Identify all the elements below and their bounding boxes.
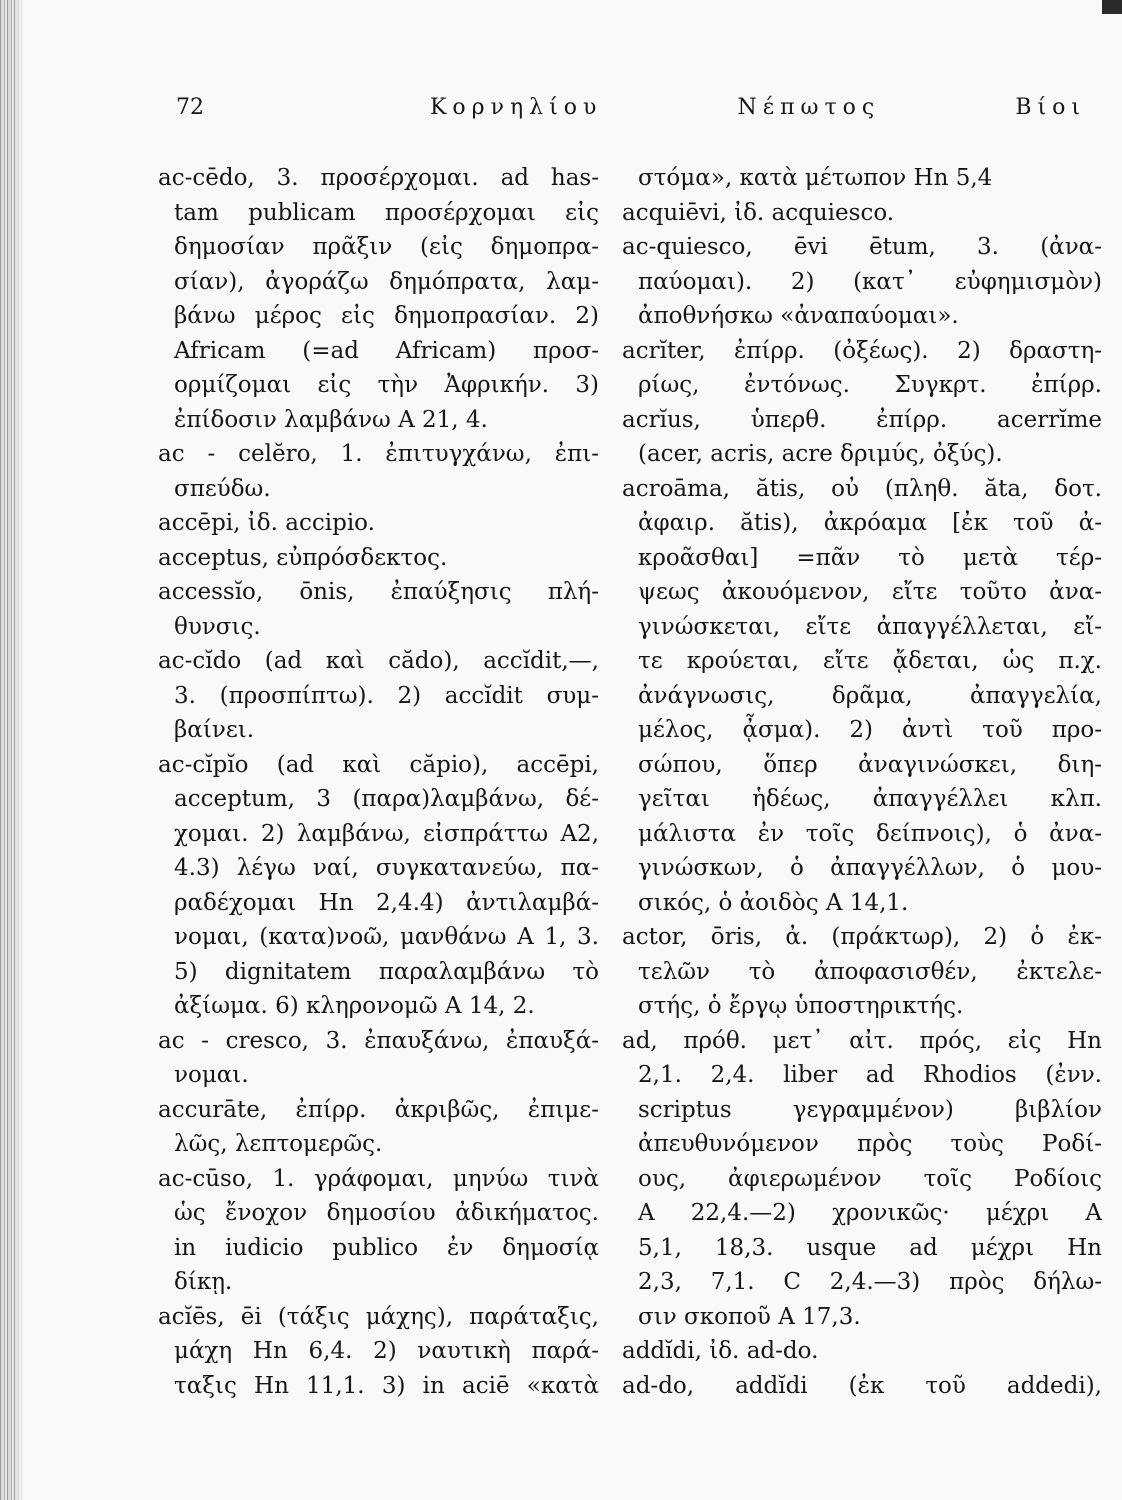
dictionary-line: σώπου, ὅπερ ἀναγινώσκει, διη- <box>638 751 1102 778</box>
dictionary-line: ac-cūso, 1. γράφομαι, μηνύω τινὰ <box>158 1165 599 1192</box>
page-edge-shadow <box>0 0 24 1500</box>
dictionary-line: ac-cēdo, 3. προσέρχομαι. ad has- <box>158 165 599 191</box>
dictionary-line: ἀφαιρ. ătis), ἀκρόαμα [ἐκ τοῦ ἀ- <box>638 510 1102 536</box>
dictionary-line: στής, ὁ ἔργῳ ὑποστηρικτής. <box>638 993 964 1019</box>
dictionary-line: (acer, acris, acre δριμύς, ὀξύς). <box>638 441 1003 467</box>
dictionary-line: λῶς, λεπτομερῶς. <box>174 1131 383 1157</box>
dictionary-line: ac-cĭpĭo (ad καὶ căpio), accēpi, <box>158 751 599 778</box>
dictionary-line: scriptus γεγραμμένον) βιβλίον <box>638 1096 1102 1123</box>
dictionary-line: ρίως, ἐντόνως. Συγκρτ. ἐπίρρ. <box>638 372 1102 398</box>
dictionary-line: tam publicam προσέρχομαι εἰς <box>174 199 599 226</box>
dictionary-line: ὡς ἔνοχον δημοσίου ἀδικήματος. <box>174 1200 599 1226</box>
dictionary-line: acroāma, ătis, οὐ (πληθ. ăta, δοτ. <box>622 475 1102 502</box>
dictionary-line: in iudicio publico ἐν δημοσίᾳ <box>174 1234 599 1261</box>
dictionary-line: acrĭus, ὑπερθ. ἐπίρρ. acerrĭme <box>622 406 1102 433</box>
dictionary-line: θυνσις. <box>174 613 261 640</box>
dictionary-line: σίαν), ἀγοράζω δημόπρατα, λαμ- <box>174 268 599 295</box>
dictionary-line: ad-do, addĭdi (ἐκ τοῦ addedi), <box>622 1372 1102 1399</box>
dictionary-line: γινώσκεται, εἴτε ἀπαγγέλλεται, εἴ- <box>638 613 1102 640</box>
dictionary-line: ταξις Hn 11,1. 3) in aciē «κατὰ <box>174 1372 599 1399</box>
dictionary-line: ac - celĕro, 1. ἐπιτυγχάνω, ἐπι- <box>158 441 599 467</box>
dictionary-line: ἐπίδοσιν λαμβάνω A 21, 4. <box>174 406 488 433</box>
dictionary-line: acrĭter, ἐπίρρ. (ὀξέως). 2) δραστη- <box>622 337 1102 364</box>
dictionary-line: γεῖται ἡδέως, ἀπαγγέλλει κλπ. <box>638 786 1102 812</box>
dictionary-line: addĭdi, ἰδ. ad-do. <box>622 1338 819 1364</box>
dictionary-line: acceptum, 3 (παρα)λαμβάνω, δέ- <box>174 786 599 812</box>
dictionary-line: ad, πρόθ. μετ᾽ αἰτ. πρός, εἰς Hn <box>622 1027 1102 1054</box>
dictionary-line: τε κρούεται, εἴτε ᾄδεται, ὡς π.χ. <box>638 648 1102 674</box>
dictionary-line: δημοσίαν πρᾶξιν (εἰς δημοπρα- <box>174 234 599 260</box>
scan-corner-mark <box>1102 0 1122 14</box>
dictionary-line: ἀξίωμα. 6) κληρονομῶ A 14, 2. <box>174 993 535 1019</box>
dictionary-line: ους, ἀφιερωμένον τοῖς Ροδίοις <box>638 1165 1102 1192</box>
dictionary-line: μέλος, ᾆσμα). 2) ἀντὶ τοῦ προ- <box>638 717 1102 743</box>
dictionary-line: ac - cresco, 3. ἐπαυξάνω, ἐπαυξά- <box>158 1027 599 1054</box>
dictionary-line: ἀπευθυνόμενον πρὸς τοὺς Ροδί- <box>638 1131 1102 1157</box>
page-number: 72 <box>176 95 204 120</box>
dictionary-line: στόμα», κατὰ μέτωπον Hn 5,4 <box>638 165 993 191</box>
dictionary-line: Africam (=ad Africam) προσ- <box>174 337 599 364</box>
dictionary-line: κροᾶσθαι] =πᾶν τὸ μετὰ τέρ- <box>638 544 1102 571</box>
dictionary-line: 3. (προσπίπτω). 2) accĭdit συμ- <box>174 682 599 709</box>
left-column <box>158 161 599 1403</box>
dictionary-line: μάχη Hn 6,4. 2) ναυτικὴ παρά- <box>174 1338 599 1364</box>
dictionary-line: 2,3, 7,1. C 2,4.—3) πρὸς δήλω- <box>638 1269 1102 1295</box>
dictionary-line: 5,1, 18,3. usque ad μέχρι Hn <box>638 1234 1102 1261</box>
dictionary-line: γινώσκων, ὁ ἀπαγγέλλων, ὁ μου- <box>638 855 1102 881</box>
dictionary-line: βάνω μέρος εἰς δημοπρασίαν. 2) <box>174 303 599 329</box>
dictionary-line: acceptus, εὐπρόσδεκτος. <box>158 544 448 571</box>
dictionary-line: ac-quiesco, ēvi ētum, 3. (ἀνα- <box>622 234 1102 260</box>
dictionary-line: δίκῃ. <box>174 1269 233 1295</box>
dictionary-line: accēpi, ἰδ. accipio. <box>158 510 375 536</box>
dictionary-line: ἀποθνήσκω «ἀναπαύομαι». <box>638 303 959 329</box>
dictionary-line: χομαι. 2) λαμβάνω, εἰσπράττω A2, <box>174 820 599 847</box>
dictionary-line: 2,1. 2,4. liber ad Rhodios (ἐνν. <box>638 1062 1102 1088</box>
dictionary-line: νομαι. <box>174 1062 249 1088</box>
dictionary-line: βαίνει. <box>174 717 255 743</box>
dictionary-line: accessĭo, ōnis, ἐπαύξησις πλή- <box>158 579 599 605</box>
dictionary-line: ορμίζομαι εἰς τὴν Ἀφρικήν. 3) <box>174 372 599 398</box>
dictionary-line: accurāte, ἐπίρρ. ἀκριβῶς, ἐπιμε- <box>158 1096 599 1123</box>
dictionary-line: acĭēs, ēi (τάξις μάχης), παράταξις, <box>158 1303 599 1330</box>
dictionary-line: actor, ōris, ἀ. (πράκτωρ), 2) ὁ ἐκ- <box>622 924 1102 950</box>
running-title: Κορνηλίου Νέπωτος Βίοι <box>430 95 1086 120</box>
dictionary-line: ac-cĭdo (ad καὶ cădo), accĭdit,—, <box>158 648 599 674</box>
dictionary-line: ἀνάγνωσις, δρᾶμα, ἀπαγγελία, <box>638 682 1102 709</box>
dictionary-line: acquiēvi, ἰδ. acquiesco. <box>622 199 895 226</box>
dictionary-line: A 22,4.—2) χρονικῶς· μέχρι A <box>638 1200 1102 1226</box>
dictionary-line: σιν σκοποῦ A 17,3. <box>638 1303 861 1330</box>
dictionary-line: σπεύδω. <box>174 475 271 502</box>
dictionary-line: 4.3) λέγω ναί, συγκατανεύω, πα- <box>174 855 599 881</box>
right-column <box>622 161 1102 1403</box>
dictionary-line: σικός, ὁ ἀοιδὸς A 14,1. <box>638 889 909 916</box>
dictionary-line: ραδέχομαι Hn 2,4.4) ἀντιλαμβά- <box>174 889 599 916</box>
dictionary-line: 5) dignitatem παραλαμβάνω τὸ <box>174 958 599 985</box>
dictionary-line: τελῶν τὸ ἀποφασισθέν, ἐκτελε- <box>638 958 1102 985</box>
dictionary-line: νομαι, (κατα)νοῶ, μανθάνω A 1, 3. <box>174 924 599 950</box>
dictionary-line: παύομαι). 2) (κατ᾽ εὐφημισμὸν) <box>638 268 1102 295</box>
dictionary-line: ψεως ἀκουόμενον, εἴτε τοῦτο ἀνα- <box>638 579 1102 605</box>
dictionary-line: μάλιστα ἐν τοῖς δείπνοις), ὁ ἀνα- <box>638 820 1102 847</box>
